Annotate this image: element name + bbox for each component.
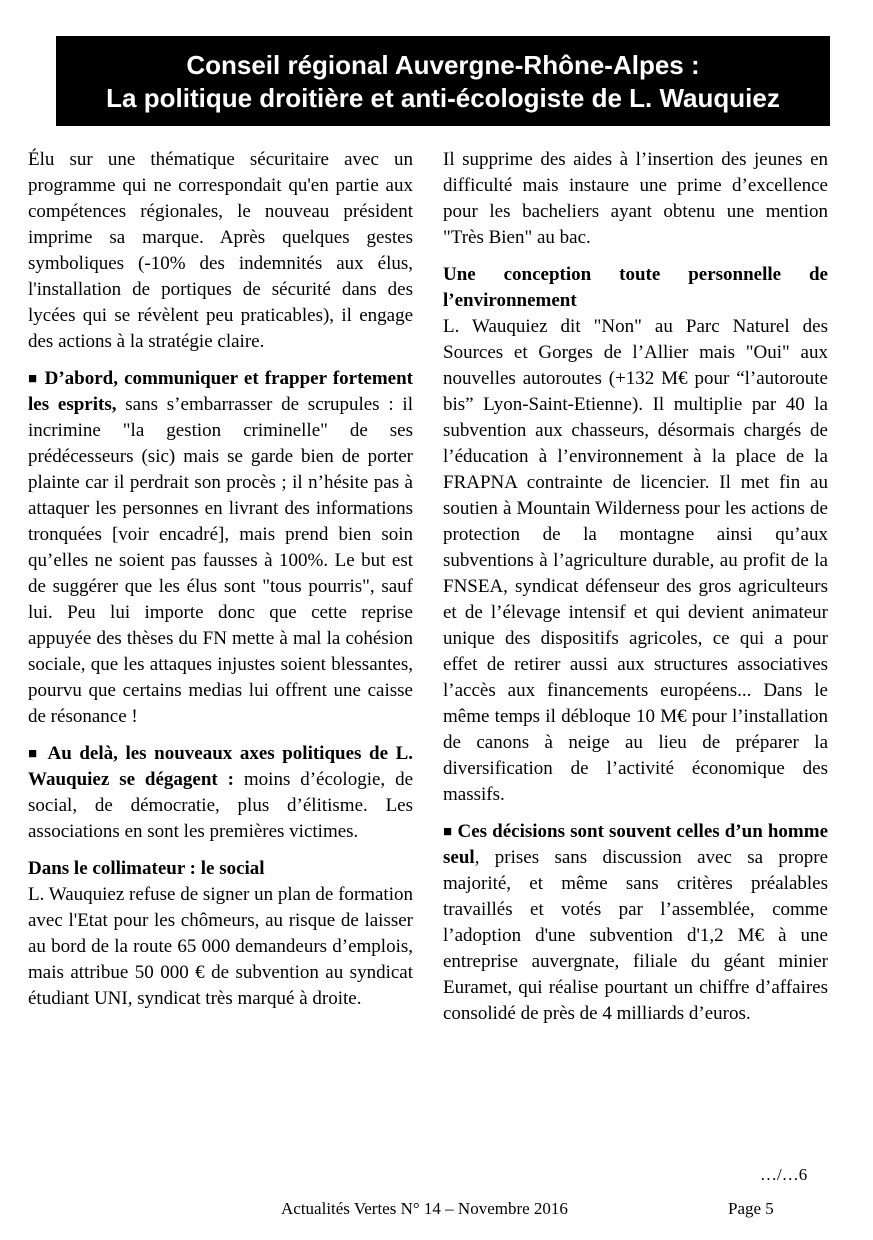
environment-heading: Une conception toute personnelle de l’environnement	[443, 264, 828, 311]
environment-paragraph: L. Wauquiez dit "Non" au Parc Naturel des Sources et Gorges de l’Allier mais "Oui" aux nouvelles autoroutes (+132 M€ pour “l’autoroute bis” Lyon-Saint-Etienne). Il multiplie par 40 la subvention aux chasseurs, désormais chargés de l’éducation à l’environnement à la place de la FRAPNA contrainte de licencier. Il met fin au soutien à Mountain Wilderness pour les actions de protection de la montagne ainsi qu’aux subventions à l’agriculture durable, au profit de la FNSEA, syndicat défenseur des gros agriculteurs et de l’élevage intensif et qui devient animateur unique des dispositifs agricoles, ce qui a pour effet de retirer aussi aux structures associatives l’accès aux financements européens... Dans le même temps il débloque 10 M€ pour l’installation de canons à neige au lieu de préparer la diversification de l’activité économique des massifs.	[443, 316, 828, 805]
communication-lead: D’abord, communiquer et frapper fortement les esprits,	[28, 368, 414, 415]
left-column	[28, 147, 413, 1023]
communication-text: sans s’embarrasser de scrupules : il incrimine "la gestion criminelle" de ses prédécesseurs (sic) mais se garde bien de porter plainte car il perdrait son procès ; il n’hésite pas à attaquer les personnes en livrant des informations tronquées [voir encadré], mais prend bien soin qu’elles ne soient pas fausses à 100%. Le but est de suggérer que les élus sont "tous pourris", sauf lui. Peu lui importe donc que cette reprise appuyée des thèses du FN mette à mal la cohésion sociale, que les attaques injustes soient blessantes, pourvu que certains medias lui offrent une caisse de résonance !	[28, 394, 413, 727]
communication-paragraph	[28, 366, 413, 730]
footer-page-number: Page 5	[728, 1199, 774, 1218]
title-line-2: La politique droitière et anti-écologiste de L. Wauquiez	[106, 83, 780, 113]
decisions-text: , prises sans discussion avec sa propre majorité, et même sans critères préalables travaillés et votés par l’assemblée, comme l’adoption d'une subvention d'1,2 M€ à une entreprise auvergnate, filiale du géant minier Euramet, qui réalise pourtant un chiffre d’affaires consolidé de près de 4 milliards d’euros.	[443, 847, 828, 1024]
new-axes-lead: Au delà, les nouveaux axes politiques de L. Wauquiez se dégagent :	[28, 743, 414, 790]
new-axes-text: moins d’écologie, de social, de démocratie, plus d’élitisme. Les associations en sont les premières victimes.	[28, 769, 413, 842]
title-banner	[56, 36, 830, 126]
decisions-lead: Ces décisions sont souvent celles d’un homme seul	[443, 821, 829, 868]
intro-paragraph: Élu sur une thématique sécuritaire avec un programme qui ne correspondait qu'en partie aux compétences régionales, le nouveau président imprime sa marque. Après quelques gestes symboliques (-10% des indemnités aux élus, l'installation de portiques de sécurité dans des lycées qui se révèlent peu praticables), il engage des actions à la stratégie claire.	[28, 149, 413, 352]
bullet-square-icon: ■	[443, 824, 453, 840]
right-column	[443, 147, 828, 1038]
continued-marker: …/…6	[760, 1165, 808, 1184]
bullet-square-icon: ■	[28, 746, 40, 762]
social-paragraph: L. Wauquiez refuse de signer un plan de formation avec l'Etat pour les chômeurs, au risque de laisser au bord de la route 65 000 demandeurs d’emplois, mais attribue 50 000 € de subvention au syndicat étudiant UNI, syndicat très marqué à droite.	[28, 884, 413, 1009]
title-line-1: Conseil régional Auvergne-Rhône-Alpes :	[186, 50, 700, 80]
social-heading: Dans le collimateur : le social	[28, 858, 265, 879]
footer-publication: Actualités Vertes N° 14 – Novembre 2016	[281, 1199, 568, 1218]
new-axes-paragraph	[28, 741, 413, 845]
bullet-square-icon: ■	[28, 371, 39, 387]
decisions-paragraph	[443, 819, 828, 1027]
youth-paragraph: Il supprime des aides à l’insertion des jeunes en difficulté mais instaure une prime d’excellence pour les bacheliers ayant obtenu une mention "Très Bien" au bac.	[443, 149, 828, 248]
